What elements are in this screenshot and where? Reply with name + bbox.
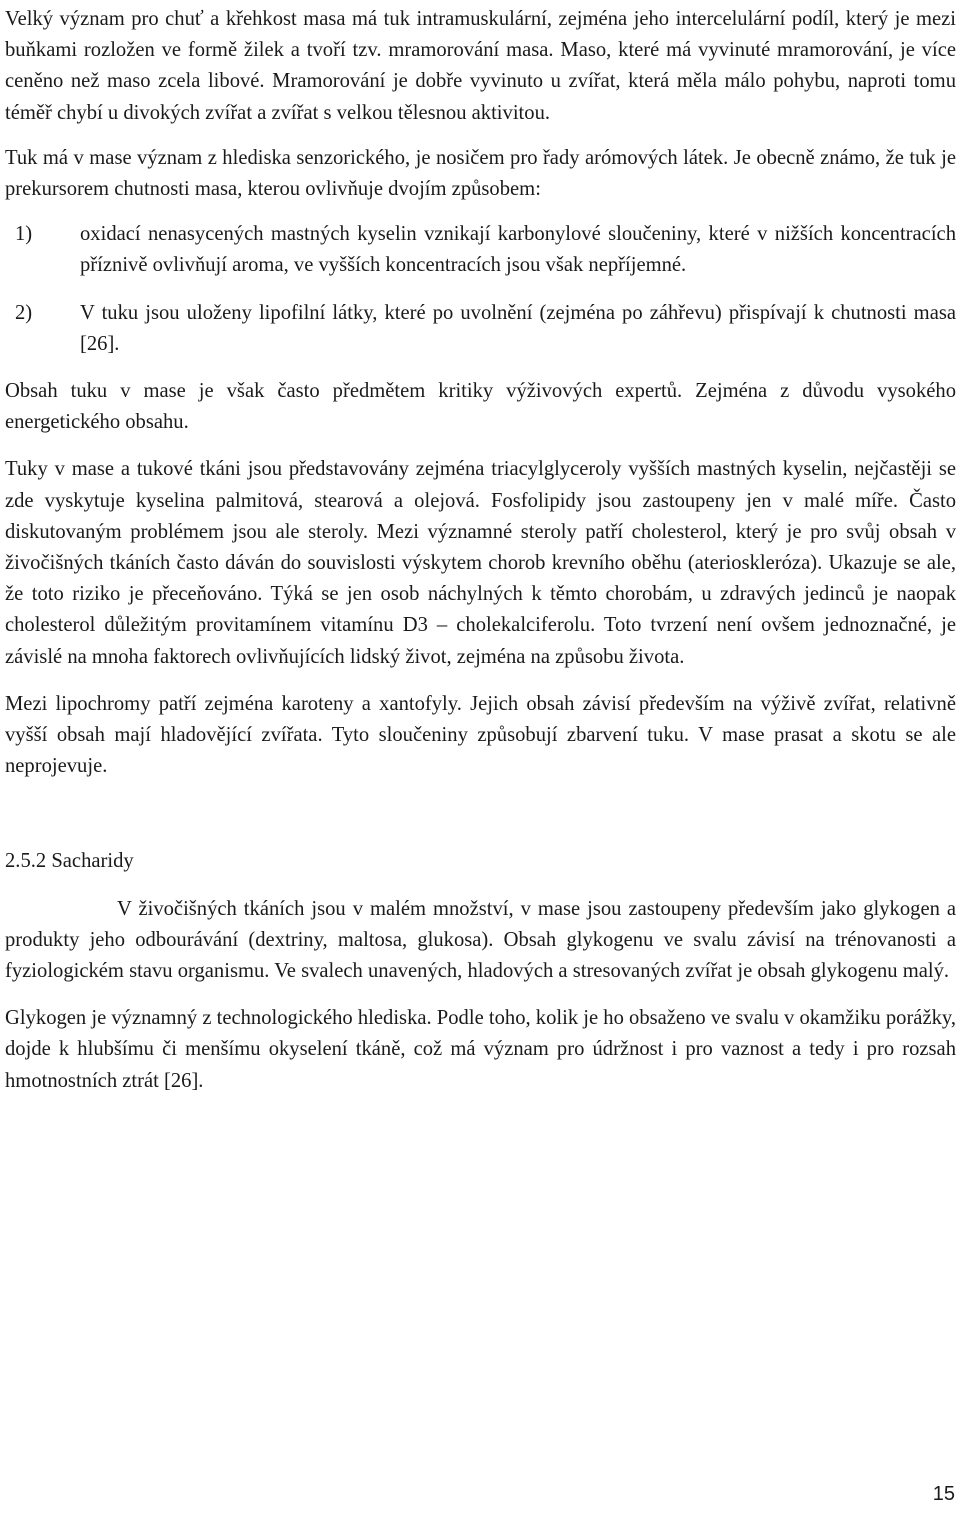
- list-item-text: oxidací nenasycených mastných kyselin vznikají karbonylové sloučeniny, které v nižších koncentracích příznivě ovlivňují aroma, ve vyšších koncentracích jsou však nepříjemné.: [80, 223, 956, 277]
- list-item-text: V tuku jsou uloženy lipofilní látky, které po uvolnění (zejména po záhřevu) přispívají k chutnosti masa [26].: [80, 301, 956, 355]
- paragraph-saccharides: V živočišných tkáních jsou v malém množství, v mase jsou zastoupeny především jako glykogen a produkty jeho odbourávání (dextriny, maltosa, glukosa). Obsah glykogenu ve svalu závisí na trénovanosti a fyziologickém stavu organismu. Ve svalech unavených, hladových a stresovaných zvířat je obsah glykogenu malý.: [5, 897, 956, 983]
- page-number: 15: [932, 1483, 955, 1505]
- paragraph-fat-criticism: Obsah tuku v mase je však často předmětem kritiky výživových expertů. Zejména z důvodu vysokého energetického obsahu.: [5, 380, 956, 434]
- list-item: [5, 298, 956, 360]
- paragraph-fat-sensory: Tuk má v mase význam z hlediska senzorického, je nosičem pro řady arómových látek. Je obecně známo, že tuk je prekursorem chutnosti masa, kterou ovlivňuje dvojím způsobem:: [5, 146, 956, 201]
- paragraph-marbling: Velký význam pro chuť a křehkost masa má tuk intramuskulární, zejména jeho intercelulární podíl, který je mezi buňkami rozložen ve formě žilek a tvoří tzv. mramorování masa. Maso, které má vyvinuté mramorování, je více ceněno než maso zcela libové. Mramorování je dobře vyvinuto u zvířat, která měla málo pohybu, naproti tomu téměř chybí u divokých zvířat a zvířat s velkou tělesnou aktivitou.: [5, 8, 956, 124]
- list-item-number: 1): [15, 223, 33, 246]
- paragraph-lipochromes: Mezi lipochromy patří zejména karoteny a xantofyly. Jejich obsah závisí především na výživě zvířat, relativně vyšší obsah mají hladovějící zvířata. Tyto sloučeniny způsobují zbarvení tuku. V mase prasat a skotu se ale neprojevuje.: [5, 692, 956, 778]
- paragraph-triacylglycerols: Tuky v mase a tukové tkáni jsou představovány zejména triacylglyceroly vyšších mastných kyselin, nejčastěji se zde vyskytuje kyselina palmitová, stearová a olejová. Fosfolipidy jsou zastoupeny jen v malé míře. Často diskutovaným problémem jsou ale steroly. Mezi významné steroly patří cholesterol, který je pro svůj obsah v živočišných tkáních často dáván do souvislosti výskytem chorob krevního oběhu (aterioskleróza). Ukazuje se ale, že toto riziko je přeceňováno. Týká se jen osob náchylných k těmto chorobám, u zdravých jedinců je naopak cholesterol důležitým provitamínem vitamínu D3 – cholekalciferolu. Toto tvrzení není ovšem jednoznačné, je závislé na mnoha faktorech ovlivňujících lidský život, zejména na způsobu života.: [5, 458, 956, 668]
- document-body: [5, 4, 956, 1097]
- section-heading: 2.5.2 Sacharidy: [5, 850, 134, 873]
- flavor-effects-list: [5, 219, 956, 360]
- paragraph-glycogen: Glykogen je významný z technologického hlediska. Podle toho, kolik je ho obsaženo ve svalu v okamžiku porážky, dojde k hlubšímu či menšímu okyselení tkáně, což má význam pro údržnost i pro vaznost a tedy i pro rozsah hmotnostních ztrát [26].: [5, 1007, 956, 1092]
- list-item: [5, 219, 956, 281]
- list-item-number: 2): [15, 301, 33, 324]
